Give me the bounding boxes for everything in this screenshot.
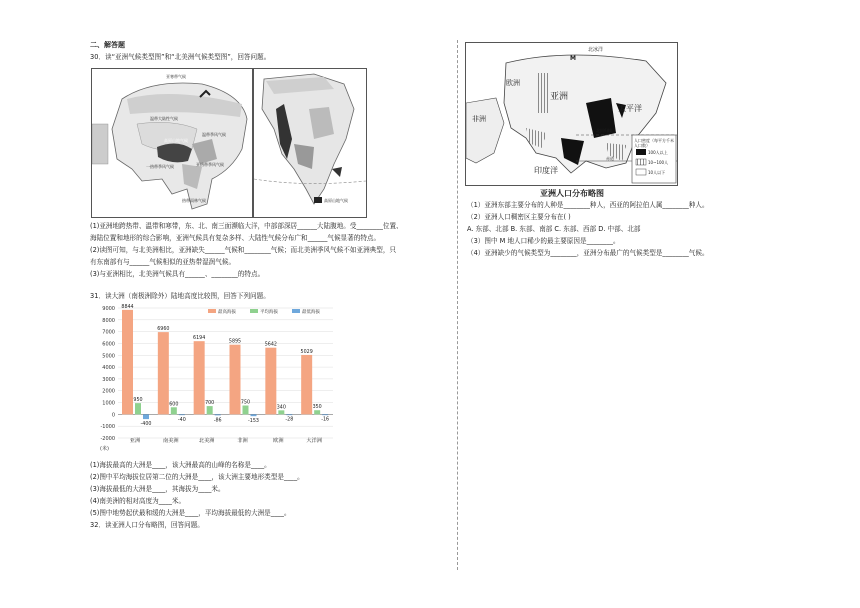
- y-tick-label: 6000: [102, 341, 115, 348]
- bar: [243, 406, 249, 415]
- q31-line-5: (5)图中地势起伏最和缓的大洲是____，平均海拔最低的大洲是____。: [90, 509, 291, 517]
- label-arctic-ocean: 北冰洋: [588, 47, 604, 53]
- bar: [215, 414, 221, 415]
- q31-stem: 31．读大洲（南极洲除外）陆地高度比较图，回答下列问题。: [90, 292, 270, 300]
- data-label: 5642: [264, 342, 277, 348]
- q31-line-2: (2)图中平均海拔位居第二位的大洲是____，该大洲主要地形类型是____。: [90, 473, 304, 481]
- label-tropic-of-cancer: 北回归线: [596, 128, 612, 133]
- label-pacific-ocean: 太平洋: [618, 104, 642, 113]
- data-label: -400: [140, 422, 152, 428]
- legend-title: 人口密度（每平方千米人口数）: [634, 138, 674, 148]
- legend-item-high: 100人以上: [648, 150, 668, 155]
- bar: [301, 355, 312, 414]
- q31-line-3: (3)海拔最低的大洲是____，其海拔为____米。: [90, 485, 225, 493]
- label-m: M: [570, 55, 576, 62]
- data-label: 340: [276, 405, 286, 411]
- legend-label: 平均海拔: [260, 310, 278, 315]
- q32-line-2: （2）亚洲人口稠密区主要分布在( ): [467, 213, 571, 221]
- legend-swatch: [250, 309, 258, 313]
- continent-elevation-chart: [88, 302, 338, 458]
- asia-label-tropical-monsoon: 一热带季风气候: [146, 164, 174, 169]
- bar: [194, 341, 205, 414]
- y-tick-label: -2000: [100, 436, 115, 442]
- data-label: 8844: [121, 304, 134, 310]
- q30-line-1: (1)亚洲地跨热带、温带和寒带，东、北、南三面濒临大洋，中部部深居______大陆腹地。受________位置、: [90, 222, 403, 230]
- q31-line-4: (4)南美洲的相对高度为____米。: [90, 497, 186, 505]
- bar: [322, 414, 328, 415]
- north-america-climate-map: [253, 68, 367, 218]
- legend-label: 最高海拔: [218, 310, 236, 315]
- legend-swatch: [208, 309, 216, 313]
- q32-stem: 32．读亚洲人口分布略图，回答问题。: [90, 521, 204, 529]
- y-tick-label: 4000: [102, 365, 115, 372]
- x-tick-label: 欧洲: [273, 438, 284, 444]
- bar: [179, 414, 185, 415]
- asia-climate-map: [91, 68, 253, 218]
- bar: [158, 332, 169, 414]
- data-label: -28: [285, 417, 294, 423]
- y-tick-label: 8000: [102, 317, 115, 324]
- data-label: 5029: [300, 349, 313, 355]
- bar: [207, 406, 213, 414]
- y-axis-label: (米): [100, 446, 109, 452]
- data-label: 6194: [193, 336, 206, 342]
- asia-label-subarctic: 亚寒带气候: [166, 74, 186, 79]
- data-label: 6960: [157, 327, 170, 333]
- column-divider: [457, 40, 458, 570]
- asia-label-rainforest: 热带雨林气候: [182, 198, 206, 203]
- y-tick-label: 2000: [102, 388, 115, 395]
- y-tick-label: -1000: [100, 424, 115, 431]
- section-title: 二、解答题: [90, 41, 125, 49]
- bar: [135, 403, 141, 414]
- q30-line-5: (3)与亚洲相比，北美洲气候具有______、________的特点。: [90, 270, 265, 278]
- x-tick-label: 非洲: [237, 438, 248, 444]
- data-label: 600: [169, 402, 179, 408]
- q31-line-1: (1)海拔最高的大洲是____，该大洲最高的山峰的名称是____。: [90, 461, 271, 469]
- y-tick-label: 7000: [102, 329, 115, 336]
- asia-population-map: [465, 42, 678, 186]
- x-tick-label: 北美洲: [198, 438, 215, 444]
- data-label: 5895: [228, 339, 242, 345]
- data-label: 950: [133, 398, 143, 404]
- data-label: -40: [177, 417, 186, 423]
- data-label: -153: [248, 419, 259, 425]
- asia-label-temperate-monsoon: 温带季风气候: [202, 132, 226, 137]
- q32-line-1: （1）亚洲东部主要分布的人种是________种人，西亚的阿拉伯人属________种人。: [467, 201, 709, 209]
- bar: [251, 414, 257, 416]
- label-africa: 非洲: [472, 115, 486, 123]
- data-label: 700: [205, 401, 215, 407]
- bar: [265, 348, 276, 415]
- y-tick-label: 5000: [102, 353, 115, 360]
- legend-swatch: [292, 309, 300, 313]
- q32-line-5: （4）亚洲缺少的气候类型为________，亚洲分布最广的气候类型是________气候。: [467, 249, 709, 257]
- legend-label: 最低海拔: [302, 310, 320, 315]
- label-indian-ocean: 印度洋: [534, 166, 558, 175]
- asia-label-highland: 高原山地气候: [164, 138, 188, 143]
- q30-line-3: (2)读图可知，与北美洲相比，亚洲缺失______气候和________气候；而北美洲季风气候不如亚洲典型，只: [90, 246, 397, 254]
- q32-line-3: A. 东部、北部 B. 东部、南部 C. 东部、西部 D. 中部、北部: [467, 225, 641, 233]
- x-tick-label: 大洋洲: [306, 438, 322, 444]
- bar: [230, 345, 241, 415]
- data-label: 750: [240, 400, 251, 406]
- y-tick-label: 0: [111, 412, 115, 419]
- data-label: 350: [312, 405, 322, 411]
- x-tick-label: 亚洲: [129, 438, 141, 444]
- q32-line-4: （3）图中 M 地人口稀少的最主要原因是________。: [467, 237, 620, 245]
- y-tick-label: 1000: [102, 400, 115, 407]
- legend-item-mid: 10~100人: [648, 160, 669, 165]
- label-asia: 亚洲: [550, 92, 569, 102]
- q30-line-4: 有东南部有与______气候相似的亚热带湿润气候。: [90, 258, 236, 266]
- q30-line-2: 海陆位置和地形的综合影响，亚洲气候具有复杂多样、大陆性气候分布广和______气候显著的特点。: [90, 234, 381, 242]
- bar: [286, 414, 292, 415]
- na-legend-highland: 高原山地气候: [324, 198, 348, 203]
- data-label: -16: [321, 417, 330, 423]
- bar: [278, 410, 284, 414]
- q30-stem: 30．读“亚洲气候类型图”和“北美洲气候类型图”，回答问题。: [90, 53, 271, 61]
- bar: [122, 310, 133, 415]
- asia-label-continental: 温带大陆性气候: [150, 116, 178, 121]
- x-tick-label: 南美洲: [163, 438, 179, 444]
- label-europe: 欧洲: [506, 79, 520, 87]
- data-label: -86: [213, 418, 222, 424]
- asia-label-subtropical-monsoon: 亚热带季风气候: [196, 162, 224, 167]
- label-equator: 赤道: [606, 156, 614, 161]
- bar: [171, 407, 177, 414]
- y-tick-label: 9000: [102, 306, 115, 312]
- map-caption: 亚洲人口分布略图: [540, 189, 604, 198]
- bar: [143, 414, 149, 419]
- y-tick-label: 3000: [102, 376, 115, 383]
- legend-item-low: 10人以下: [648, 170, 666, 175]
- bar: [314, 410, 320, 414]
